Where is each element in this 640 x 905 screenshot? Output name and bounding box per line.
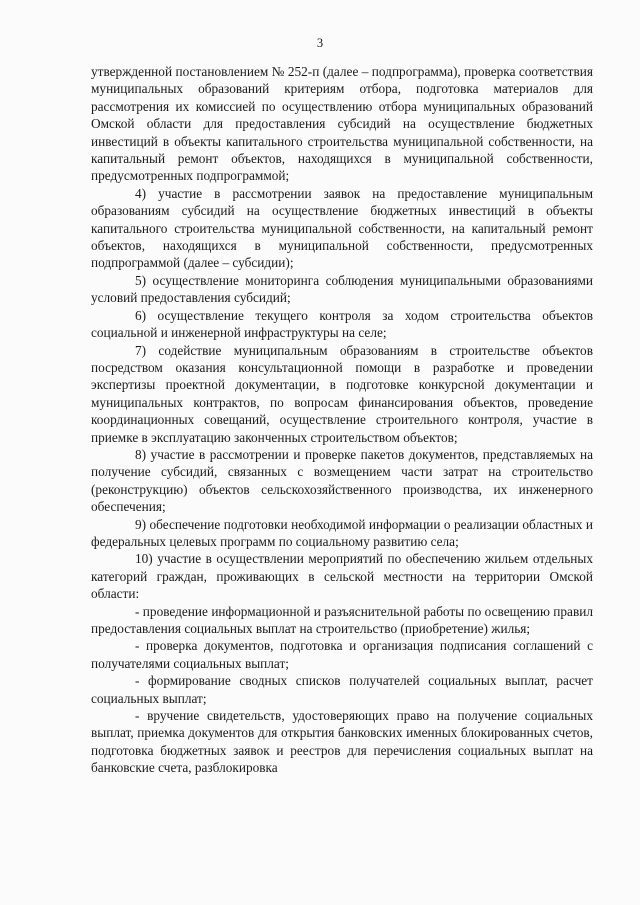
paragraph: 9) обеспечение подготовки необходимой информации о реализации областных и федеральных целевых программ по социальному развитию села;: [91, 516, 593, 549]
page-number: 3: [316, 36, 324, 50]
paragraph: - вручение свидетельств, удостоверяющих право на получение социальных выплат, приемка документов для открытия банковских именных блокированных счетов, подготовка бюджетных заявок и реестров для перечисления социальных выплат на банковские счета, разблокировка: [91, 708, 593, 776]
paragraph: - проведение информационной и разъяснительной работы по освещению правил предоставления социальных выплат на строительство (приобретение) жилья;: [91, 603, 593, 636]
paragraph: - проверка документов, подготовка и организация подписания соглашений с получателями социальных выплат;: [91, 638, 593, 671]
paragraph: - формирование сводных списков получателей социальных выплат, расчет социальных выплат;: [91, 673, 593, 706]
paragraph: 6) осуществление текущего контроля за ходом строительства объектов социальной и инженерной инфраструктуры на селе;: [91, 307, 593, 341]
paragraph: 7) содействие муниципальным образованиям в строительстве объектов посредством оказания консультационной помощи в разработке и проведении экспертизы проектной документации, в подготовке конкурсной документации и муниципальных контрактов, по вопросам финансирования объектов, проведение координационных совещаний, осуществление строительного контроля, участие в приемке в эксплуатацию законченных строительством объектов;: [91, 342, 593, 445]
paragraph: 10) участие в осуществлении мероприятий по обеспечению жильем отдельных категорий граждан, проживающих в сельской местности на территории Омской области:: [91, 551, 593, 602]
paragraph: 4) участие в рассмотрении заявок на предоставление муниципальным образованиям субсидий на осуществление бюджетных инвестиций в объекты капитального строительства муниципальной собственности, на капитальный ремонт объектов, находящихся в муниципальной собственности, предусмотренных подпрограммой (далее – субсидии);: [91, 185, 593, 271]
document-body: [91, 63, 593, 777]
paragraph: 8) участие в рассмотрении и проверке пакетов документов, представляемых на получение субсидий, связанных с возмещением части затрат на строительство (реконструкцию) объектов сельскохозяйственного производства, их инженерного обеспечения;: [91, 446, 593, 515]
paragraph: утвержденной постановлением № 252-п (далее – подпрограмма), проверка соответствия муниципальных образований критериям отбора, подготовка материалов для рассмотрения их комиссией по осуществлению отбора муниципальных образований Омской области для предоставления субсидий на осуществление бюджетных инвестиций в объекты капитального строительства муниципальной собственности, на капитальный ремонт объектов, находящихся в муниципальной собственности, предусмотренных подпрограммой;: [91, 64, 593, 184]
paragraph: 5) осуществление мониторинга соблюдения муниципальными образованиями условий предоставления субсидий;: [91, 272, 593, 306]
